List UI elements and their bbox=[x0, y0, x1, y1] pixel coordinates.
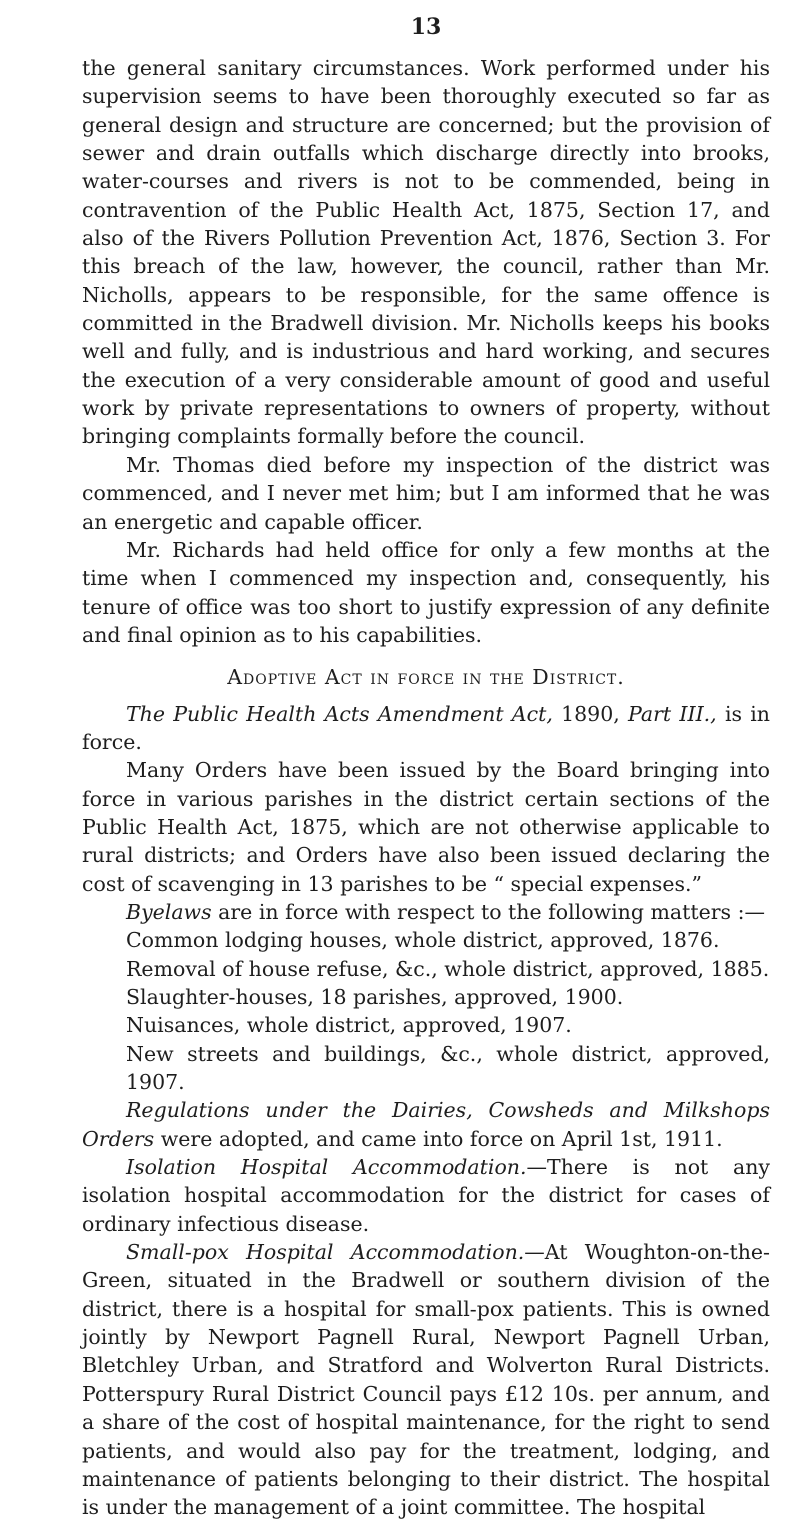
list-item: Nuisances, whole district, approved, 1907. bbox=[126, 1013, 572, 1038]
byelaws-label: Byelaws bbox=[126, 899, 212, 924]
paragraph-byelaws bbox=[82, 898, 770, 926]
isolation-text: —There is not any isolation hospital accommodation for the district for cases of ordinary infectious disease. bbox=[82, 1155, 771, 1236]
byelaws-list bbox=[82, 926, 770, 1096]
list-item: Removal of house refuse, &c., whole district, approved, 1885. bbox=[126, 956, 770, 981]
paragraph-orders: Many Orders have been issued by the Board bringing into force in various parishes in the district certain sections of the Public Health Act, 1875, which are not otherwise applicable to rural districts; and Orders have also been issued declaring the cost of scavenging in 13 parishes to be “ special expenses.” bbox=[82, 758, 770, 896]
page-number: 13 bbox=[410, 14, 442, 40]
list-item: New streets and buildings, &c., whole district, approved, 1907. bbox=[126, 1041, 770, 1095]
byelaws-intro: are in force with respect to the following matters :— bbox=[218, 899, 765, 924]
paragraph-richards: Mr. Richards had held office for only a few months at the time when I commenced my inspection and, consequently, his tenure of office was too short to justify expression of any definite and final opinion as to his capabilities. bbox=[82, 537, 770, 647]
paragraph-regulations bbox=[82, 1096, 770, 1153]
body-text bbox=[82, 54, 770, 1522]
list-item: Common lodging houses, whole district, approved, 1876. bbox=[126, 928, 720, 953]
section-heading: Adoptive Act in force in the District. bbox=[227, 665, 625, 690]
paragraph-sanitary: the general sanitary circumstances. Work performed under his supervision seems to have been thoroughly executed so far as general design and structure are concerned; but the provision of sewer and drain outfalls which discharge directly into brooks, water-courses and rivers is not to be commended, being in contravention of the Public Health Act, 1875, Section 17, and also of the Rivers Pollution Prevention Act, 1876, Section 3. For this breach of the law, however, the council, rather than Mr. Nicholls, appears to be responsible, for the same offence is committed in the Bradwell division. Mr. Nicholls keeps his books well and fully, and is industrious and hard working, and secures the execution of a very considerable amount of good and useful work by private representations to owners of property, without bringing complaints formally before the council. bbox=[82, 56, 770, 449]
act-title: The Public Health Acts Amendment Act, bbox=[126, 701, 553, 726]
act-year: 1890, bbox=[561, 701, 620, 726]
paragraph-adoptive-act bbox=[82, 700, 770, 757]
regulations-label: Regulations under the Dairies, Cowsheds and Milkshops Orders bbox=[82, 1098, 770, 1151]
paragraph-thomas: Mr. Thomas died before my inspection of the district was commenced, and I never met him; but I am informed that he was an energetic and capable officer. bbox=[82, 452, 770, 534]
paragraph-smallpox bbox=[82, 1238, 770, 1521]
list-item: Slaughter-houses, 18 parishes, approved, 1900. bbox=[126, 985, 624, 1009]
smallpox-text: —At Woughton-on-the-Green, situated in the Bradwell or southern division of the district, there is a hospital for small-pox patients. This is owned jointly by Newport Pagnell Rural, Newport Pagnell Urban, Bletchley Urban, and Stratford and Wolverton Rural Districts. Potterspury Rural District Council pays £12 10s. per annum, and a share of the cost of hospital maintenance, for the right to send patients, and would also pay for the treatment, lodging, and maintenance of patients belonging to their district. The hospital is under the management of a joint committee. The hospital bbox=[82, 1240, 770, 1520]
act-part: Part III., bbox=[628, 701, 717, 726]
regulations-text: were adopted, and came into force on April 1st, 1911. bbox=[160, 1126, 723, 1151]
smallpox-label: Small-pox Hospital Accommodation. bbox=[126, 1240, 525, 1265]
isolation-label: Isolation Hospital Accommodation. bbox=[126, 1155, 527, 1180]
paragraph-isolation bbox=[82, 1153, 770, 1238]
act-rest: is in force. bbox=[82, 701, 770, 754]
